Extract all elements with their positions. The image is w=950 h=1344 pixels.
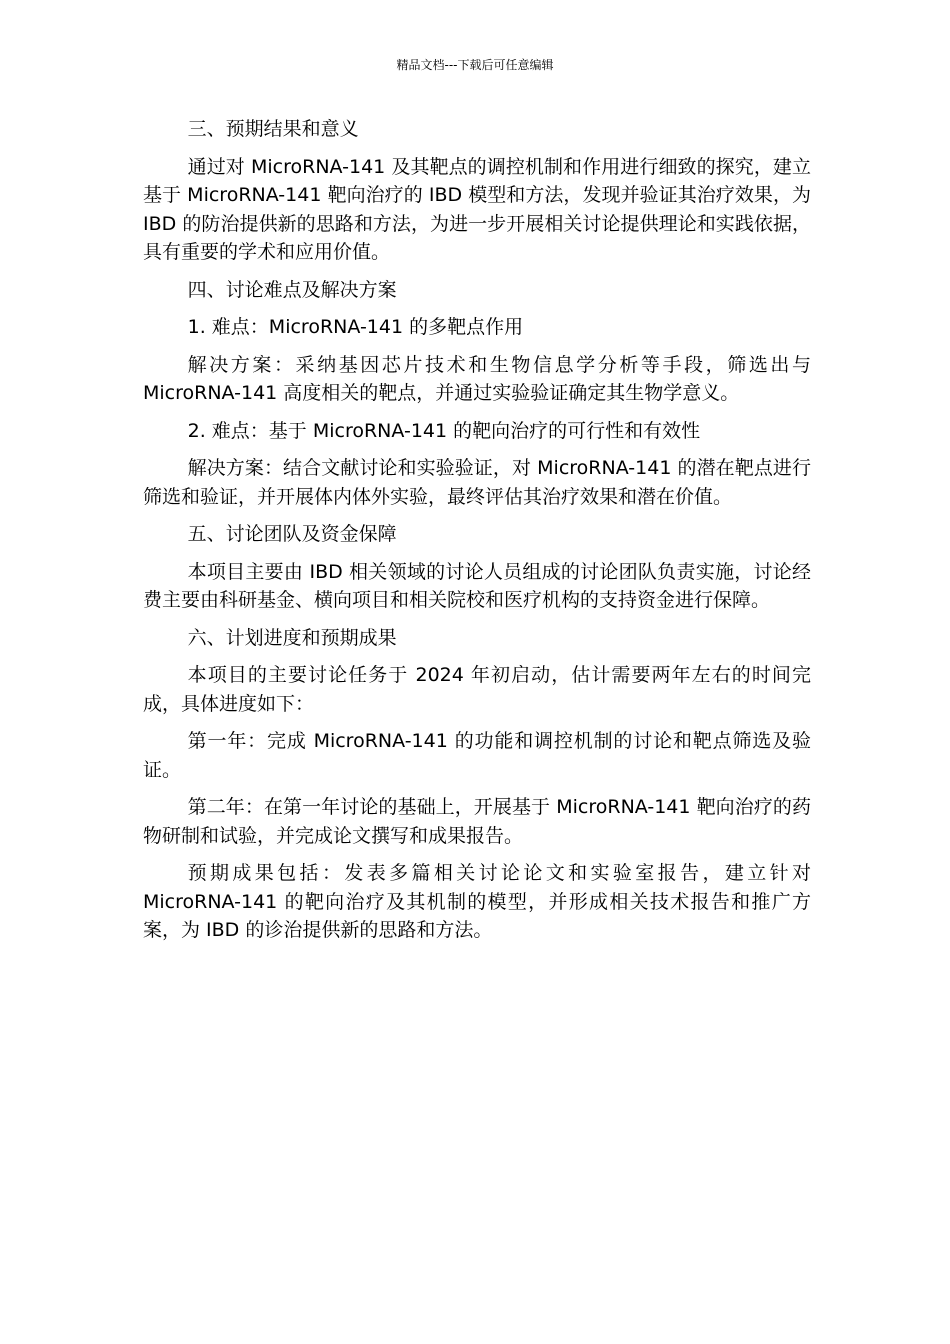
- paragraph-year-one: 第一年：完成 MicroRNA-141 的功能和调控机制的讨论和靶点筛选及验证。: [143, 730, 811, 781]
- paragraph-expected-outcomes: 预期成果包括：发表多篇相关讨论论文和实验室报告，建立针对 MicroRNA-141 的靶向治疗及其机制的模型，并形成相关技术报告和推广方案，为 IBD 的诊治提供新的思路和方法。: [143, 862, 811, 941]
- section-heading-expected-results: 三、预期结果和意义: [187, 118, 359, 140]
- paragraph-team-funding: 本项目主要由 IBD 相关领域的讨论人员组成的讨论团队负责实施，讨论经费主要由科研基金、横向项目和相关院校和医疗机构的支持资金进行保障。: [143, 560, 811, 611]
- difficulty-2-heading: 2. 难点：基于 MicroRNA-141 的靶向治疗的可行性和有效性: [187, 419, 701, 442]
- difficulty-2-solution: 解决方案：结合文献讨论和实验验证，对 MicroRNA-141 的潜在靶点进行筛选和验证，并开展体内体外实验，最终评估其治疗效果和潜在价值。: [143, 457, 811, 508]
- paragraph-year-two: 第二年：在第一年讨论的基础上，开展基于 MicroRNA-141 靶向治疗的药物研制和试验，并完成论文撰写和成果报告。: [143, 796, 811, 847]
- difficulty-1-heading: 1. 难点：MicroRNA-141 的多靶点作用: [187, 316, 524, 338]
- section-heading-team-funding: 五、讨论团队及资金保障: [187, 523, 397, 545]
- page-header: 精品文档---下载后可任意编辑: [396, 58, 554, 72]
- section-heading-schedule: 六、计划进度和预期成果: [187, 626, 397, 649]
- document-body: [143, 115, 811, 954]
- section-heading-difficulties: 四、讨论难点及解决方案: [187, 278, 397, 301]
- paragraph-schedule-intro: 本项目的主要讨论任务于 2024 年初启动，估计需要两年左右的时间完成，具体进度如下：: [143, 664, 811, 715]
- paragraph-expected-results: 通过对 MicroRNA-141 及其靶点的调控机制和作用进行细致的探究，建立基于 MicroRNA-141 靶向治疗的 IBD 模型和方法，发现并验证其治疗效果，为 IBD 的防治提供新的思路和方法，为进一步开展相关讨论提供理论和实践依据，具有重要的学术和应用价值。: [143, 155, 811, 263]
- difficulty-1-solution: 解决方案：采纳基因芯片技术和生物信息学分析等手段，筛选出与 MicroRNA-141 高度相关的靶点，并通过实验验证确定其生物学意义。: [143, 353, 811, 404]
